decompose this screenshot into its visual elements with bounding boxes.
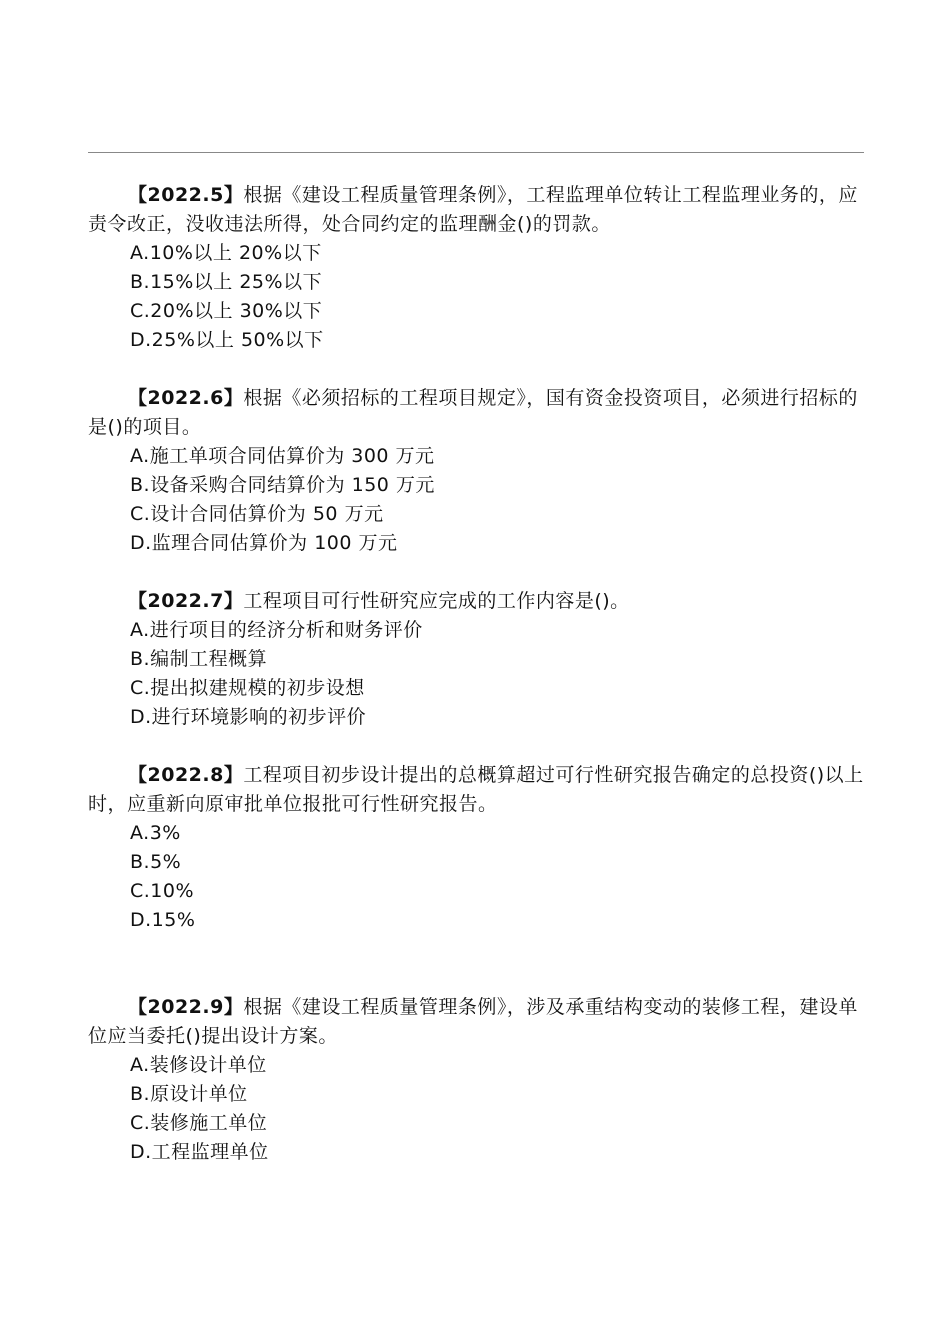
question-text: 工程项目可行性研究应完成的工作内容是()。	[243, 590, 630, 612]
option-a: A.进行项目的经济分析和财务评价	[130, 619, 423, 641]
option-c: C.设计合同估算价为 50 万元	[130, 503, 384, 525]
option-d: D.进行环境影响的初步评价	[130, 706, 367, 728]
option-a: A.3%	[130, 822, 181, 844]
question-stem	[88, 384, 866, 442]
question-text: 工程项目初步设计提出的总概算超过可行性研究报告确定的总投资()以上时，应重新向原审批单位报批可行性研究报告。	[88, 764, 864, 815]
option-list	[88, 819, 866, 935]
option-b: B.5%	[130, 851, 182, 873]
option-b: B.编制工程概算	[130, 648, 268, 670]
question-code: 【2022.7】	[128, 590, 244, 612]
question-stem	[88, 587, 866, 616]
option-list	[88, 1051, 866, 1167]
option-b: B.原设计单位	[130, 1083, 248, 1105]
option-d: D.监理合同估算价为 100 万元	[130, 532, 398, 554]
question-stem	[88, 761, 866, 819]
question-2022-7	[88, 587, 866, 732]
question-text: 根据《建设工程质量管理条例》，涉及承重结构变动的装修工程，建设单位应当委托()提出设计方案。	[88, 996, 858, 1047]
option-list	[88, 616, 866, 732]
question-code: 【2022.6】	[128, 387, 244, 409]
option-c: C.提出拟建规模的初步设想	[130, 677, 365, 699]
option-a: A.10%以上 20%以下	[130, 242, 322, 264]
option-c: C.10%	[130, 880, 195, 902]
question-2022-6	[88, 384, 866, 558]
option-c: C.装修施工单位	[130, 1112, 268, 1134]
question-stem	[88, 993, 866, 1051]
option-d: D.15%	[130, 909, 196, 931]
option-d: D.25%以上 50%以下	[130, 329, 324, 351]
question-code: 【2022.5】	[128, 184, 244, 206]
question-2022-5	[88, 181, 866, 355]
option-list	[88, 239, 866, 355]
question-text: 根据《建设工程质量管理条例》，工程监理单位转让工程监理业务的，应责令改正，没收违法所得，处合同约定的监理酬金()的罚款。	[88, 184, 858, 235]
option-d: D.工程监理单位	[130, 1141, 269, 1163]
option-a: A.施工单项合同估算价为 300 万元	[130, 445, 435, 467]
option-b: B.15%以上 25%以下	[130, 271, 323, 293]
question-2022-8	[88, 761, 866, 935]
question-text: 根据《必须招标的工程项目规定》，国有资金投资项目，必须进行招标的是()的项目。	[88, 387, 858, 438]
question-code: 【2022.9】	[128, 996, 244, 1018]
question-stem	[88, 181, 866, 239]
option-a: A.装修设计单位	[130, 1054, 267, 1076]
header-divider	[88, 152, 864, 153]
option-list	[88, 442, 866, 558]
option-b: B.设备采购合同结算价为 150 万元	[130, 474, 435, 496]
question-code: 【2022.8】	[128, 764, 244, 786]
option-c: C.20%以上 30%以下	[130, 300, 323, 322]
question-2022-9	[88, 993, 866, 1167]
